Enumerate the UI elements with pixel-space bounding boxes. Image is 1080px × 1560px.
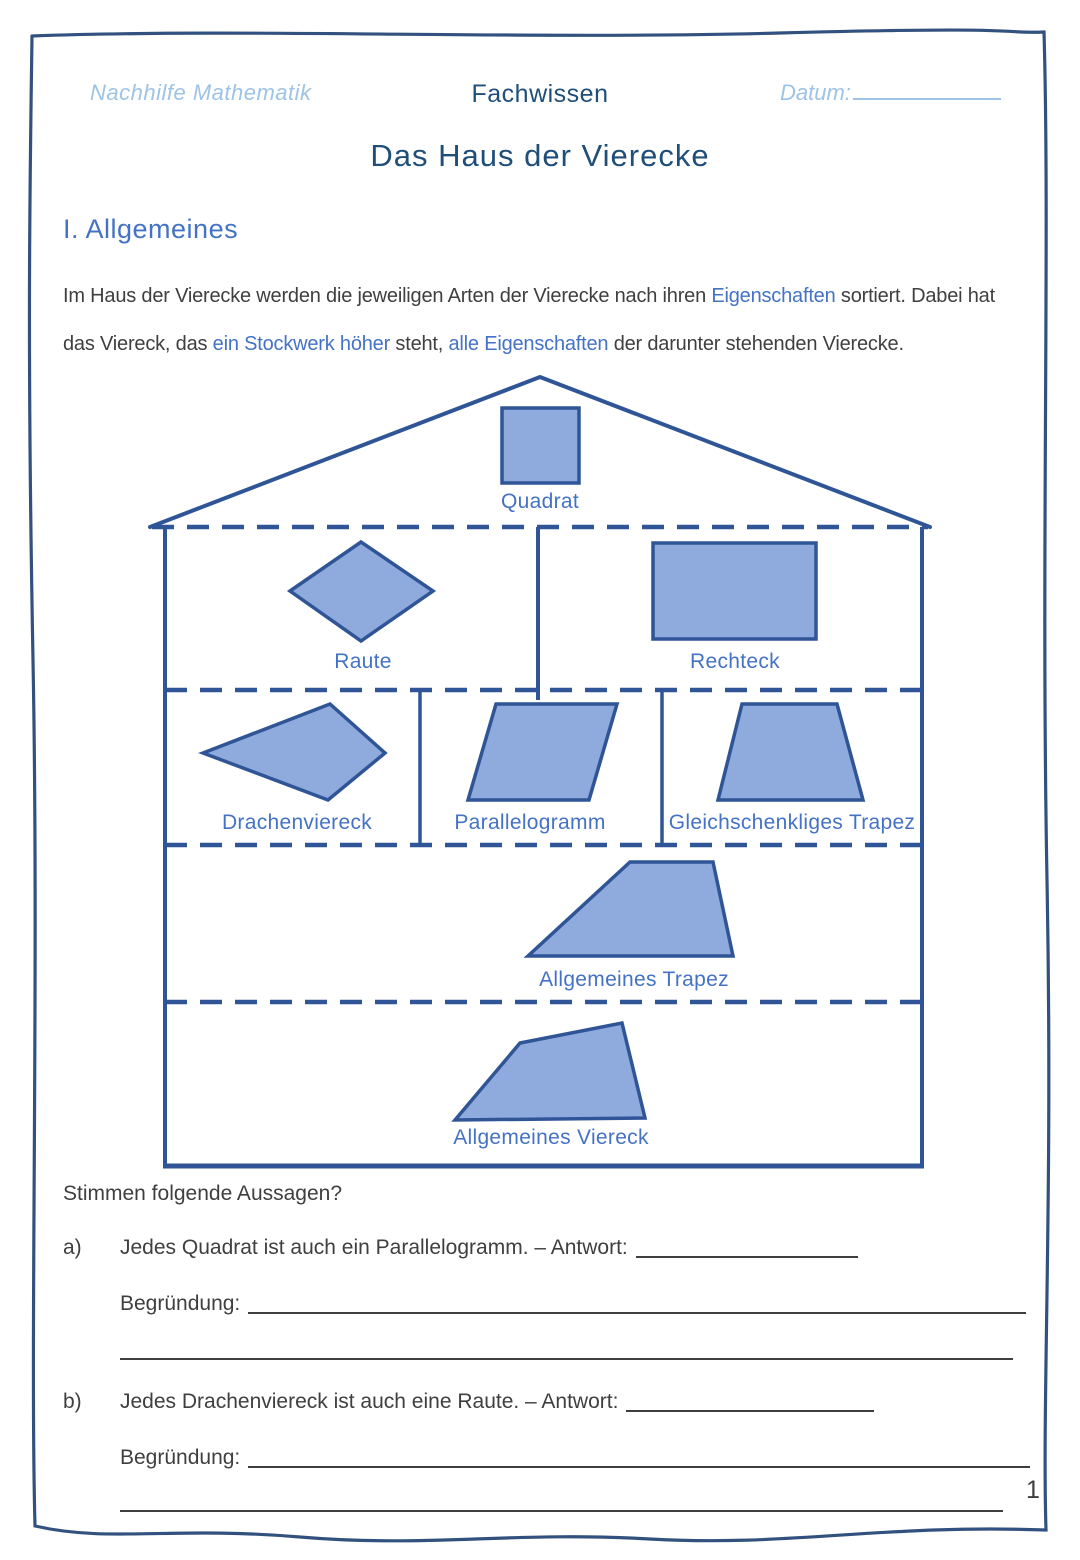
allgemeines-viereck-shape bbox=[455, 1023, 645, 1120]
intro-text: sortiert. Dabei hat bbox=[835, 285, 995, 307]
intro-text: der darunter stehenden Vierecke. bbox=[608, 333, 904, 355]
label-allgemeines-trapez: Allgemeines Trapez bbox=[539, 968, 729, 991]
header-category: Fachwissen bbox=[471, 80, 609, 108]
questions-intro: Stimmen folgende Aussagen? bbox=[63, 1182, 343, 1205]
label-parallelogramm: Parallelogramm bbox=[454, 811, 606, 834]
label-allgemeines-viereck: Allgemeines Viereck bbox=[453, 1126, 649, 1149]
answer-line-a bbox=[636, 1256, 858, 1258]
intro-paragraph bbox=[63, 272, 1023, 368]
reason-line-b1 bbox=[248, 1466, 1030, 1468]
rechteck-shape bbox=[653, 543, 816, 639]
date-label: Datum: bbox=[780, 80, 851, 105]
reason-line-a1 bbox=[248, 1312, 1026, 1314]
label-rechteck: Rechteck bbox=[690, 650, 780, 673]
label-gleichschenkliges-trapez: Gleichschenkliges Trapez bbox=[668, 811, 916, 834]
question-a-statement: Jedes Quadrat ist auch ein Parallelogramm. – Antwort: bbox=[120, 1236, 628, 1259]
question-b-marker: b) bbox=[63, 1390, 82, 1413]
raute-shape bbox=[290, 542, 433, 641]
quadrat-shape bbox=[502, 408, 579, 483]
question-b-text bbox=[120, 1390, 874, 1414]
intro-highlight: Eigenschaften bbox=[711, 285, 836, 307]
page-title: Das Haus der Vierecke bbox=[370, 138, 710, 173]
gleichschenkliges-trapez-shape bbox=[718, 704, 863, 800]
answer-line-b bbox=[626, 1410, 874, 1412]
intro-highlight: alle Eigenschaften bbox=[448, 333, 609, 355]
question-a-text bbox=[120, 1236, 858, 1260]
question-a-marker: a) bbox=[63, 1236, 82, 1259]
intro-line-2 bbox=[63, 320, 1023, 368]
reason-label-b: Begründung: bbox=[120, 1446, 241, 1469]
section-heading: I. Allgemeines bbox=[63, 214, 239, 244]
drachenviereck-shape bbox=[203, 704, 385, 800]
reason-line-b2 bbox=[120, 1510, 1003, 1512]
intro-line-1 bbox=[63, 272, 1023, 320]
allgemeines-trapez-shape bbox=[528, 862, 733, 956]
intro-text: das Viereck, das bbox=[63, 333, 213, 355]
intro-text: steht, bbox=[390, 333, 449, 355]
intro-text: Im Haus der Vierecke werden die jeweiligen Arten der Vierecke nach ihren bbox=[63, 285, 712, 307]
question-b-reason bbox=[120, 1446, 1030, 1470]
label-drachenviereck: Drachenviereck bbox=[221, 811, 373, 834]
reason-line-a2 bbox=[120, 1358, 1013, 1360]
question-a-reason bbox=[120, 1292, 1026, 1316]
parallelogramm-shape bbox=[468, 704, 617, 800]
label-quadrat: Quadrat bbox=[501, 490, 579, 513]
question-b-statement: Jedes Drachenviereck ist auch eine Raute. – Antwort: bbox=[120, 1390, 619, 1413]
intro-highlight: ein Stockwerk höher bbox=[212, 333, 391, 355]
label-raute: Raute bbox=[334, 650, 392, 673]
date-field bbox=[780, 80, 1001, 106]
date-line bbox=[853, 80, 1001, 100]
page-number: 1 bbox=[1026, 1476, 1040, 1504]
reason-label-a: Begründung: bbox=[120, 1292, 241, 1315]
brand-text: Nachhilfe Mathematik bbox=[90, 80, 312, 105]
